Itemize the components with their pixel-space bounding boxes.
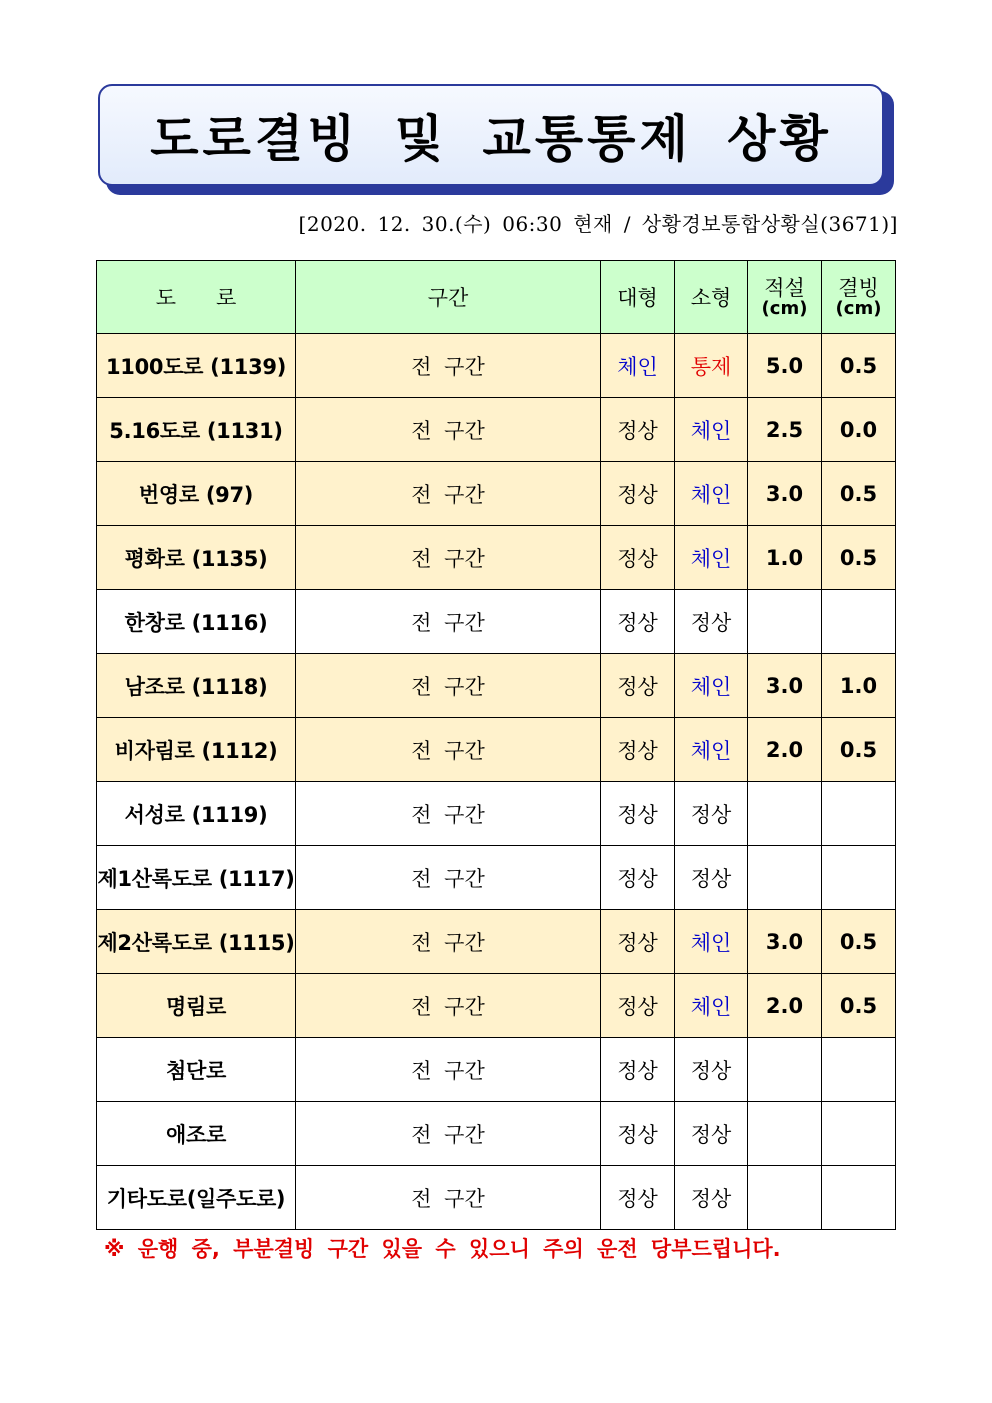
snow-depth-cell — [748, 782, 822, 846]
road-name-cell: 서성로 (1119) — [97, 782, 296, 846]
ice-depth-cell — [822, 590, 896, 654]
large-vehicle-cell: 정상 — [601, 718, 675, 782]
report-timestamp: [2020. 12. 30.(수) 06:30 현재 / 상황경보통합상황실(3671)] — [298, 212, 898, 236]
large-vehicle-cell: 정상 — [601, 910, 675, 974]
snow-depth-cell: 2.5 — [748, 398, 822, 462]
large-vehicle-cell: 정상 — [601, 526, 675, 590]
snow-depth-cell: 2.0 — [748, 718, 822, 782]
ice-depth-cell: 0.5 — [822, 718, 896, 782]
section-cell: 전 구간 — [296, 1166, 601, 1230]
table-row — [97, 590, 896, 654]
header-snow-label: 적설 — [764, 275, 805, 300]
small-vehicle-cell: 체인 — [675, 718, 748, 782]
section-cell: 전 구간 — [296, 846, 601, 910]
table-row — [97, 1166, 896, 1230]
section-cell: 전 구간 — [296, 462, 601, 526]
road-name-cell: 번영로 (97) — [97, 462, 296, 526]
large-vehicle-cell: 정상 — [601, 398, 675, 462]
large-vehicle-cell: 정상 — [601, 1102, 675, 1166]
ice-depth-cell — [822, 1102, 896, 1166]
header-ice — [822, 261, 896, 334]
large-vehicle-cell: 정상 — [601, 974, 675, 1038]
table-row — [97, 1102, 896, 1166]
small-vehicle-cell: 정상 — [675, 782, 748, 846]
table-row — [97, 526, 896, 590]
table-row — [97, 1038, 896, 1102]
small-vehicle-cell: 체인 — [675, 526, 748, 590]
snow-depth-cell: 3.0 — [748, 654, 822, 718]
table-row — [97, 334, 896, 398]
road-name-cell: 5.16도로 (1131) — [97, 398, 296, 462]
snow-depth-cell: 2.0 — [748, 974, 822, 1038]
header-large: 대형 — [601, 261, 675, 334]
ice-depth-cell: 0.0 — [822, 398, 896, 462]
table-row — [97, 654, 896, 718]
small-vehicle-cell: 체인 — [675, 910, 748, 974]
section-cell: 전 구간 — [296, 334, 601, 398]
table-row — [97, 974, 896, 1038]
section-cell: 전 구간 — [296, 654, 601, 718]
large-vehicle-cell: 정상 — [601, 590, 675, 654]
small-vehicle-cell: 통제 — [675, 334, 748, 398]
road-status-table — [96, 260, 896, 1230]
snow-depth-cell — [748, 590, 822, 654]
road-name-cell: 남조로 (1118) — [97, 654, 296, 718]
header-section: 구간 — [296, 261, 601, 334]
snow-depth-cell: 3.0 — [748, 910, 822, 974]
small-vehicle-cell: 정상 — [675, 590, 748, 654]
table-row — [97, 910, 896, 974]
snow-depth-cell: 3.0 — [748, 462, 822, 526]
header-snow-unit: (cm) — [761, 297, 808, 319]
section-cell: 전 구간 — [296, 398, 601, 462]
section-cell: 전 구간 — [296, 1102, 601, 1166]
table-row — [97, 718, 896, 782]
large-vehicle-cell: 정상 — [601, 462, 675, 526]
road-name-cell: 평화로 (1135) — [97, 526, 296, 590]
large-vehicle-cell: 정상 — [601, 654, 675, 718]
header-small: 소형 — [675, 261, 748, 334]
ice-depth-cell: 0.5 — [822, 974, 896, 1038]
large-vehicle-cell: 체인 — [601, 334, 675, 398]
section-cell: 전 구간 — [296, 526, 601, 590]
road-name-cell: 제1산록도로 (1117) — [97, 846, 296, 910]
road-name-cell: 한창로 (1116) — [97, 590, 296, 654]
table-row — [97, 782, 896, 846]
section-cell: 전 구간 — [296, 974, 601, 1038]
ice-depth-cell — [822, 1038, 896, 1102]
section-cell: 전 구간 — [296, 590, 601, 654]
header-snow — [748, 261, 822, 334]
page-title: 도로결빙 및 교통통제 상황 — [150, 110, 832, 168]
large-vehicle-cell: 정상 — [601, 1038, 675, 1102]
snow-depth-cell — [748, 1102, 822, 1166]
section-cell: 전 구간 — [296, 782, 601, 846]
ice-depth-cell — [822, 782, 896, 846]
caution-notice: ※ 운행 중, 부분결빙 구간 있을 수 있으니 주의 운전 당부드립니다. — [104, 1237, 781, 1261]
ice-depth-cell: 0.5 — [822, 910, 896, 974]
ice-depth-cell: 0.5 — [822, 462, 896, 526]
ice-depth-cell — [822, 1166, 896, 1230]
road-name-cell: 비자림로 (1112) — [97, 718, 296, 782]
road-name-cell: 명림로 — [97, 974, 296, 1038]
small-vehicle-cell: 정상 — [675, 1166, 748, 1230]
header-ice-label: 결빙 — [838, 275, 879, 300]
snow-depth-cell: 1.0 — [748, 526, 822, 590]
small-vehicle-cell: 체인 — [675, 654, 748, 718]
title-box — [98, 84, 884, 186]
road-name-cell: 애조로 — [97, 1102, 296, 1166]
ice-depth-cell: 0.5 — [822, 526, 896, 590]
table-header-row — [97, 261, 896, 334]
snow-depth-cell — [748, 1166, 822, 1230]
large-vehicle-cell: 정상 — [601, 1166, 675, 1230]
small-vehicle-cell: 체인 — [675, 398, 748, 462]
small-vehicle-cell: 정상 — [675, 1038, 748, 1102]
section-cell: 전 구간 — [296, 1038, 601, 1102]
section-cell: 전 구간 — [296, 718, 601, 782]
section-cell: 전 구간 — [296, 910, 601, 974]
ice-depth-cell: 0.5 — [822, 334, 896, 398]
header-ice-unit: (cm) — [835, 297, 882, 319]
small-vehicle-cell: 정상 — [675, 846, 748, 910]
header-road: 도 로 — [97, 261, 296, 334]
road-name-cell: 1100도로 (1139) — [97, 334, 296, 398]
ice-depth-cell — [822, 846, 896, 910]
road-name-cell: 기타도로(일주도로) — [97, 1166, 296, 1230]
snow-depth-cell — [748, 846, 822, 910]
road-name-cell: 첨단로 — [97, 1038, 296, 1102]
snow-depth-cell: 5.0 — [748, 334, 822, 398]
small-vehicle-cell: 체인 — [675, 974, 748, 1038]
table-body — [97, 334, 896, 1230]
large-vehicle-cell: 정상 — [601, 846, 675, 910]
road-name-cell: 제2산록도로 (1115) — [97, 910, 296, 974]
table-row — [97, 398, 896, 462]
small-vehicle-cell: 정상 — [675, 1102, 748, 1166]
table-row — [97, 462, 896, 526]
ice-depth-cell: 1.0 — [822, 654, 896, 718]
large-vehicle-cell: 정상 — [601, 782, 675, 846]
small-vehicle-cell: 체인 — [675, 462, 748, 526]
table-row — [97, 846, 896, 910]
snow-depth-cell — [748, 1038, 822, 1102]
